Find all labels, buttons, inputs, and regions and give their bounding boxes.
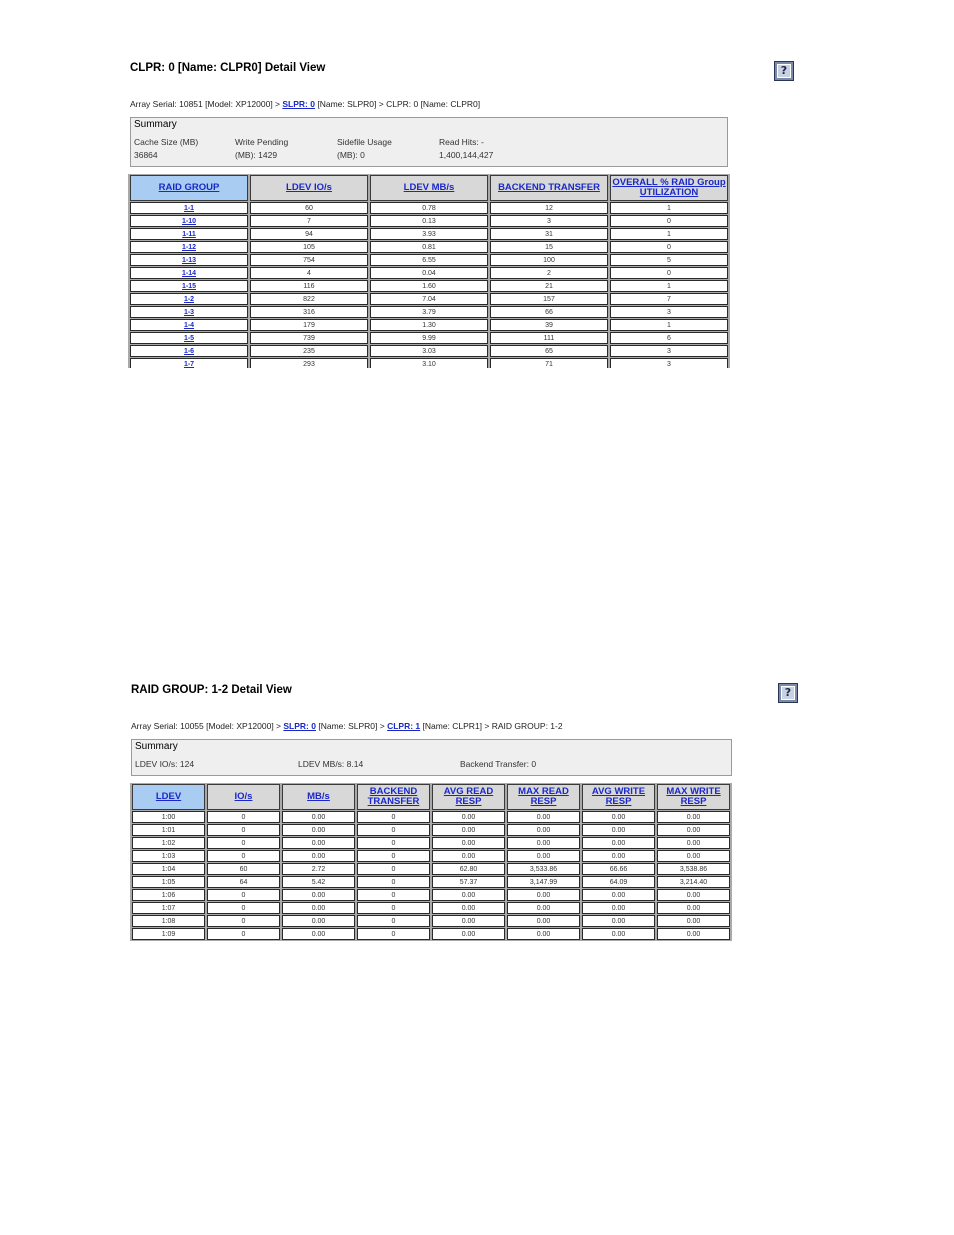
table-cell: 0 [357,915,430,927]
summary-ldev-mbs: LDEV MB/s: 8.14 [298,759,364,769]
table-cell: 0 [357,863,430,875]
column-header-ldev-ios[interactable]: LDEV IO/s [250,175,368,201]
table-cell: 31 [490,228,608,240]
table-cell: 0.00 [582,811,655,823]
breadcrumb-suffix: [Name: SLPR0] > CLPR: 0 [Name: CLPR0] [314,99,481,109]
help-icon: ? [781,686,795,700]
row-link[interactable]: 1-12 [130,241,248,253]
table-row [130,319,728,331]
summary-field-value: 1,400,144,427 [439,150,494,160]
table-cell: 0 [357,876,430,888]
table-cell: 179 [250,319,368,331]
table-cell: 0.00 [507,915,580,927]
table-cell: 0.00 [582,915,655,927]
table-cell: 5.42 [282,876,355,888]
table-cell: 0.00 [582,928,655,940]
row-link[interactable]: 1-6 [130,345,248,357]
table-row [130,306,728,318]
summary-sidefile-usage [337,136,392,162]
table-cell: 0.00 [657,811,730,823]
table-cell: 3,147.99 [507,876,580,888]
table-cell: 0.00 [507,850,580,862]
column-header-avg-read-resp[interactable]: AVG READ RESP [432,784,505,810]
table-cell: 7.04 [370,293,488,305]
table-cell: 5 [610,254,728,266]
row-id-cell: 1:01 [132,824,205,836]
table-row [130,241,728,253]
breadcrumb-middle: [Name: SLPR0] > [315,721,388,731]
table-cell: 0.00 [432,811,505,823]
table-cell: 0 [357,850,430,862]
table-cell: 1.60 [370,280,488,292]
table-cell: 0 [207,850,280,862]
table-cell: 2.72 [282,863,355,875]
row-id-cell: 1:03 [132,850,205,862]
table-cell: 0.00 [657,928,730,940]
table-cell: 0.00 [282,850,355,862]
table-row [132,824,730,836]
table-cell: 0.00 [582,824,655,836]
breadcrumb-prefix: Array Serial: 10055 [Model: XP12000] > [131,721,284,731]
table-row [130,280,728,292]
table-cell: 0 [207,915,280,927]
summary-field-value: (MB): 1429 [235,150,278,160]
table-cell: 0 [610,241,728,253]
summary-cache-size [134,136,198,162]
table-row [132,837,730,849]
row-id-cell: 1:08 [132,915,205,927]
table-cell: 3.03 [370,345,488,357]
breadcrumb-prefix: Array Serial: 10851 [Model: XP12000] > [130,99,283,109]
table-cell: 0 [357,902,430,914]
table-cell: 71 [490,358,608,368]
table-cell: 39 [490,319,608,331]
table-cell: 0.00 [507,824,580,836]
table-cell: 116 [250,280,368,292]
table-cell: 3 [610,358,728,368]
table-cell: 0 [357,928,430,940]
table-cell: 739 [250,332,368,344]
table-cell: 0.00 [657,837,730,849]
table-cell: 1 [610,202,728,214]
summary-field-label: Read Hits: - [439,137,484,147]
summary-field-value: 36864 [134,150,158,160]
table-cell: 1 [610,319,728,331]
summary-write-pending [235,136,288,162]
table-cell: 0.00 [657,850,730,862]
table-cell: 0.78 [370,202,488,214]
raid-page-title: RAID GROUP: 1-2 Detail View [131,684,292,696]
table-cell: 0.00 [432,889,505,901]
table-row [132,876,730,888]
clpr-summary-panel [130,117,728,167]
table-cell: 3,533.86 [507,863,580,875]
table-cell: 7 [250,215,368,227]
table-row [132,811,730,823]
table-cell: 0.04 [370,267,488,279]
row-link[interactable]: 1-5 [130,332,248,344]
table-cell: 3 [490,215,608,227]
table-row [130,215,728,227]
table-cell: 0.00 [657,902,730,914]
table-cell: 0.00 [507,928,580,940]
table-cell: 6 [610,332,728,344]
table-cell: 0.00 [432,928,505,940]
table-cell: 65 [490,345,608,357]
table-cell: 62.80 [432,863,505,875]
help-icon: ? [777,64,791,78]
table-cell: 0 [207,928,280,940]
table-cell: 7 [610,293,728,305]
column-header-raid-group[interactable]: RAID GROUP [130,175,248,201]
column-header-overall-utilization[interactable]: OVERALL % RAID Group UTILIZATION [610,175,728,201]
table-cell: 3.93 [370,228,488,240]
table-cell: 60 [250,202,368,214]
table-cell: 66 [490,306,608,318]
table-cell: 111 [490,332,608,344]
table-cell: 0.00 [432,837,505,849]
table-cell: 60 [207,863,280,875]
table-row [130,254,728,266]
table-cell: 0.00 [582,902,655,914]
table-cell: 2 [490,267,608,279]
table-cell: 0 [207,824,280,836]
table-row [132,928,730,940]
column-header-backend-transfer[interactable]: BACKEND TRANSFER [357,784,430,810]
summary-field-label: Cache Size (MB) [134,137,199,147]
column-header-ldev-mbs[interactable]: LDEV MB/s [370,175,488,201]
table-cell: 0.00 [432,915,505,927]
table-cell: 64 [207,876,280,888]
table-cell: 6.55 [370,254,488,266]
table-cell: 0.81 [370,241,488,253]
row-link[interactable]: 1-11 [130,228,248,240]
table-cell: 0.00 [582,837,655,849]
table-row [130,345,728,357]
raid-table-viewport[interactable] [130,783,732,942]
table-cell: 0 [207,889,280,901]
table-row [132,902,730,914]
table-cell: 3,538.86 [657,863,730,875]
table-cell: 21 [490,280,608,292]
table-cell: 0 [610,267,728,279]
row-id-cell: 1:05 [132,876,205,888]
column-header-avg-write-resp[interactable]: AVG WRITE RESP [582,784,655,810]
clpr-help-button[interactable] [774,61,794,81]
table-cell: 0.00 [507,811,580,823]
row-id-cell: 1:07 [132,902,205,914]
table-cell: 0.00 [432,902,505,914]
raid-help-button[interactable] [778,683,798,703]
row-id-cell: 1:09 [132,928,205,940]
column-header-max-read-resp[interactable]: MAX READ RESP [507,784,580,810]
row-id-cell: 1:00 [132,811,205,823]
table-cell: 0.00 [582,850,655,862]
row-link[interactable]: 1-13 [130,254,248,266]
breadcrumb-slpr-link[interactable]: SLPR: 0 [283,721,316,731]
row-link[interactable]: 1-7 [130,358,248,368]
table-cell: 57.37 [432,876,505,888]
table-cell: 64.09 [582,876,655,888]
table-cell: 0.00 [582,889,655,901]
table-cell: 0.00 [432,850,505,862]
table-cell: 293 [250,358,368,368]
clpr-page-title: CLPR: 0 [Name: CLPR0] Detail View [130,62,326,74]
row-link[interactable]: 1-14 [130,267,248,279]
row-id-cell: 1:04 [132,863,205,875]
breadcrumb-suffix: [Name: CLPR1] > RAID GROUP: 1-2 [420,721,563,731]
raid-summary-panel [131,739,732,776]
row-link[interactable]: 1-3 [130,306,248,318]
table-cell: 0.00 [282,837,355,849]
table-cell: 3.10 [370,358,488,368]
table-cell: 235 [250,345,368,357]
table-cell: 157 [490,293,608,305]
table-cell: 3,214.40 [657,876,730,888]
table-row [130,267,728,279]
clpr-breadcrumb [130,99,480,109]
table-row [132,850,730,862]
table-cell: 0 [357,889,430,901]
table-cell: 0 [357,824,430,836]
table-row [130,332,728,344]
table-cell: 105 [250,241,368,253]
raid-breadcrumb [131,721,563,731]
summary-field-label: Write Pending [235,137,289,147]
column-header-ios[interactable]: IO/s [207,784,280,810]
table-cell: 94 [250,228,368,240]
table-cell: 0 [610,215,728,227]
table-cell: 0.00 [507,837,580,849]
row-link[interactable]: 1-1 [130,202,248,214]
column-header-mbs[interactable]: MB/s [282,784,355,810]
summary-read-hits [439,136,493,162]
table-cell: 0 [207,811,280,823]
ldev-table [130,783,732,941]
table-cell: 0.00 [282,824,355,836]
breadcrumb-slpr-link[interactable]: SLPR: 0 [282,99,315,109]
table-cell: 822 [250,293,368,305]
table-row [130,358,728,368]
table-cell: 0 [357,837,430,849]
table-row [130,293,728,305]
table-cell: 66.66 [582,863,655,875]
table-cell: 316 [250,306,368,318]
table-cell: 3 [610,306,728,318]
table-cell: 0.00 [282,928,355,940]
table-cell: 0 [207,902,280,914]
table-cell: 0.13 [370,215,488,227]
table-cell: 9.99 [370,332,488,344]
summary-field-value: (MB): 0 [337,150,365,160]
table-cell: 0.00 [507,889,580,901]
table-cell: 0.00 [282,889,355,901]
table-cell: 0.00 [282,915,355,927]
table-row [132,863,730,875]
summary-field-label: Sidefile Usage [337,137,392,147]
table-cell: 3.79 [370,306,488,318]
table-cell: 100 [490,254,608,266]
summary-title: Summary [134,119,177,130]
row-id-cell: 1:02 [132,837,205,849]
row-id-cell: 1:06 [132,889,205,901]
table-cell: 1 [610,280,728,292]
table-row [132,889,730,901]
table-cell: 15 [490,241,608,253]
table-cell: 0 [207,837,280,849]
table-cell: 0 [357,811,430,823]
table-cell: 754 [250,254,368,266]
row-link[interactable]: 1-4 [130,319,248,331]
table-row [130,228,728,240]
column-header-backend-transfer[interactable]: BACKEND TRANSFER [490,175,608,201]
table-cell: 0.00 [282,811,355,823]
table-row [130,202,728,214]
table-cell: 0.00 [657,915,730,927]
table-cell: 1 [610,228,728,240]
summary-ldev-ios: LDEV IO/s: 124 [135,759,195,769]
table-cell: 0.00 [432,824,505,836]
row-link[interactable]: 1-2 [130,293,248,305]
breadcrumb-clpr-link[interactable]: CLPR: 1 [387,721,421,731]
table-row [132,915,730,927]
table-cell: 4 [250,267,368,279]
table-cell: 0.00 [657,889,730,901]
table-cell: 12 [490,202,608,214]
column-header-ldev[interactable]: LDEV [132,784,205,810]
row-link[interactable]: 1-15 [130,280,248,292]
table-cell: 0.00 [507,902,580,914]
row-link[interactable]: 1-10 [130,215,248,227]
clpr-table-viewport[interactable] [128,174,730,368]
table-cell: 3 [610,345,728,357]
summary-backend-transfer: Backend Transfer: 0 [460,759,537,769]
summary-title: Summary [135,741,178,752]
table-cell: 0.00 [657,824,730,836]
column-header-max-write-resp[interactable]: MAX WRITE RESP [657,784,730,810]
table-cell: 0.00 [282,902,355,914]
raid-group-table [128,174,730,368]
table-cell: 1.30 [370,319,488,331]
